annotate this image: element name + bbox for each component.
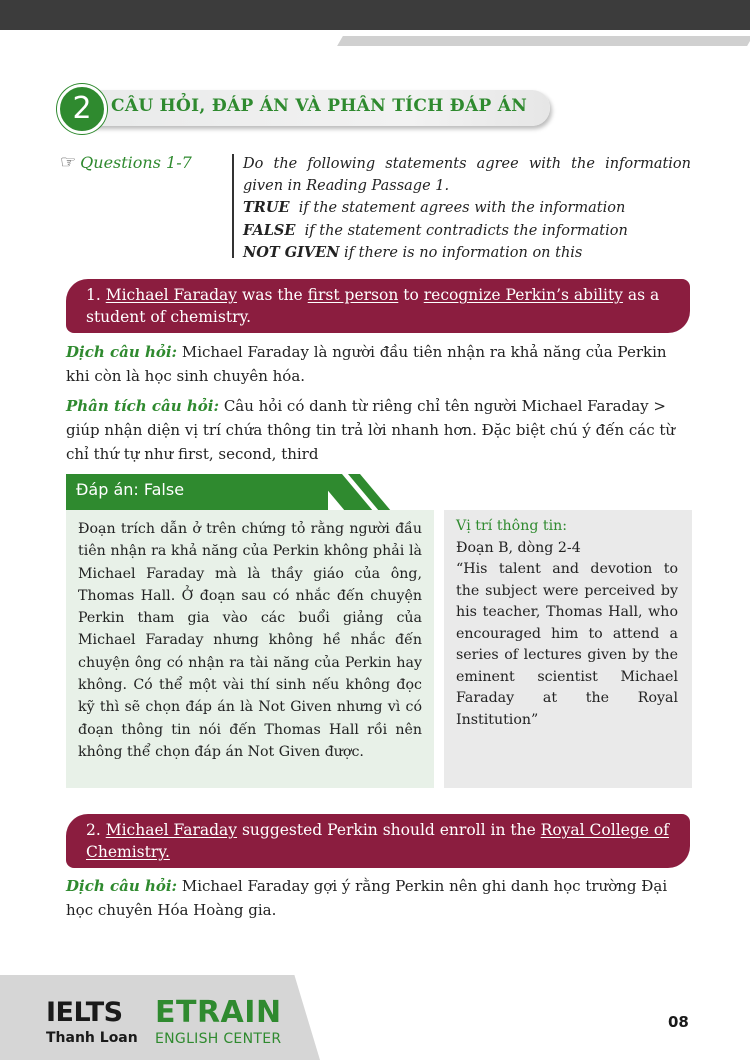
- instruction-line-2: given in Reading Passage 1.: [243, 177, 450, 194]
- question-text: was the: [237, 286, 308, 304]
- location-quote: “His talent and devotion to the subject were perceived by his teacher, Thomas Hall, who encouraged him to attend a series of lectures given by the eminent scientist Michael Faraday at the Royal Institution”: [456, 561, 678, 728]
- question-number: 2.: [86, 821, 106, 839]
- keyword: Michael Faraday: [105, 286, 238, 304]
- option-desc: if there is no information on this: [339, 245, 583, 261]
- location-box: [444, 510, 692, 788]
- section-number-badge: 2: [57, 84, 107, 134]
- question-text: suggested Perkin should enroll in the: [237, 821, 541, 839]
- keyword: Michael Faraday: [105, 821, 238, 839]
- question-text: to: [398, 286, 424, 304]
- option-desc: if the statement agrees with the information: [289, 200, 626, 216]
- question-1-analysis: [66, 394, 692, 466]
- question-number: 1.: [86, 286, 106, 304]
- page-number: 08: [668, 1013, 689, 1031]
- translation-label: Dịch câu hỏi:: [66, 343, 178, 361]
- question-2-box: [66, 814, 690, 868]
- question-2-translation: [66, 874, 692, 922]
- analysis-text: Câu hỏi có danh từ riêng chỉ tên người Michael Faraday > giúp nhận diện vị trí chứa thông tin trả lời nhanh hơn. Đặc biệt chú ý đến các từ chỉ thứ tự như first, second, third: [66, 397, 676, 463]
- option-key: TRUE: [243, 199, 290, 216]
- instructions: [243, 154, 691, 265]
- option-not-given: [243, 242, 691, 265]
- analysis-label: Phân tích câu hỏi:: [66, 397, 220, 415]
- option-true: [243, 197, 691, 220]
- logo-ielts-subtitle: Thanh Loan: [46, 1030, 138, 1046]
- top-decor-bar: [0, 0, 750, 30]
- translation-text: Michael Faraday gợi ý rằng Perkin nên ghi danh học trường Đại học chuyên Hóa Hoàng gia.: [66, 877, 668, 919]
- explanation-box: [66, 510, 434, 788]
- pointing-hand-icon: ☞: [60, 152, 77, 173]
- question-1-translation: [66, 340, 692, 388]
- instruction-line-1: Do the following statements agree with the information: [243, 156, 691, 172]
- location-reference: Đoạn B, dòng 2-4: [456, 539, 581, 556]
- instructions-divider: [232, 154, 234, 258]
- translation-text: Michael Faraday là người đầu tiên nhận ra khả năng của Perkin khi còn là học sinh chuyên hóa.: [66, 343, 667, 385]
- logo-etrain: ETRAIN: [155, 995, 282, 1030]
- question-1-box: [66, 279, 690, 333]
- translation-label: Dịch câu hỏi:: [66, 877, 178, 895]
- keyword: first person: [307, 286, 399, 304]
- questions-range: Questions 1-7: [80, 153, 192, 172]
- questions-label: [60, 152, 192, 173]
- option-desc: if the statement contradicts the information: [295, 222, 628, 239]
- question-text: as a student of chemistry.: [86, 286, 660, 326]
- option-key: NOT GIVEN: [243, 244, 340, 261]
- location-title: Vị trí thông tin:: [456, 518, 568, 534]
- section-header: [57, 84, 550, 130]
- answer-label: Đáp án: False: [76, 480, 185, 499]
- answer-banner: [66, 474, 436, 510]
- keyword: Royal College of Chemistry.: [86, 821, 669, 861]
- logo-ielts: IELTS: [46, 997, 123, 1028]
- option-false: [243, 220, 691, 243]
- top-decor-stripe: [337, 36, 750, 46]
- keyword: recognize Perkin’s ability: [423, 286, 623, 304]
- section-title: CÂU HỎI, ĐÁP ÁN VÀ PHÂN TÍCH ĐÁP ÁN: [111, 96, 528, 116]
- explanation-text: Đoạn trích dẫn ở trên chứng tỏ rằng người đầu tiên nhận ra khả năng của Perkin không phải là Michael Faraday mà là thầy giáo của ông, Thomas Hall. Ở đoạn sau có nhắc đến chuyện Perkin tham gia vào các buổi giảng của Michael Faraday nhưng không hề nhắc đến chuyện ông có nhận ra tài năng của Perkin hay không. Có thể một vài thí sinh nếu không đọc kỹ thì sẽ chọn đáp án là Not Given nhưng vì có đoạn thông tin nói đến Thomas Hall rồi nên không thể chọn đáp án Not Given được.: [78, 521, 422, 760]
- option-key: FALSE: [243, 221, 296, 239]
- logo-etrain-subtitle: ENGLISH CENTER: [155, 1031, 282, 1047]
